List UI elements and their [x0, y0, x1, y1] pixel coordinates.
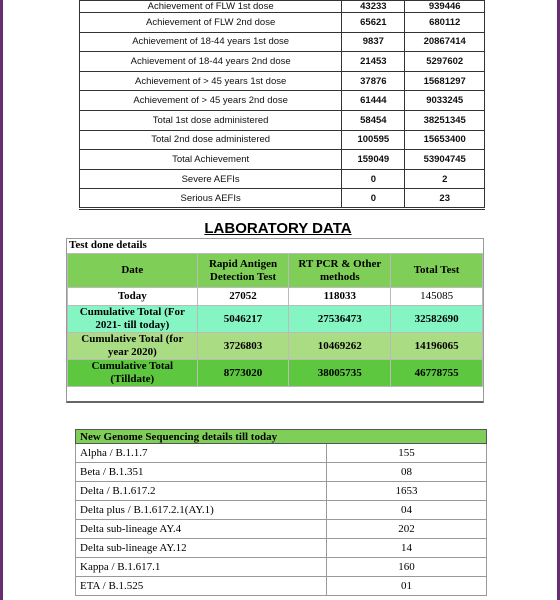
variant-name: Beta / B.1.351 — [76, 463, 327, 482]
today-value: 65621 — [342, 13, 405, 33]
rat-value: 5046217 — [197, 306, 289, 333]
table-row — [76, 463, 487, 482]
total-value: 46778755 — [391, 360, 483, 387]
variant-name: ETA / B.1.525 — [76, 577, 327, 596]
today-value: 37876 — [342, 71, 405, 91]
today-value: 61444 — [342, 91, 405, 111]
cumulative-value: 23 — [405, 189, 485, 209]
variant-count: 1653 — [327, 482, 487, 501]
cumulative-value: 53904745 — [405, 150, 485, 170]
table-row — [80, 13, 485, 33]
table-row — [80, 130, 485, 150]
row-label: Achievement of FLW 2nd dose — [80, 13, 342, 33]
genome-table — [75, 429, 487, 596]
cumulative-value: 939446 — [405, 1, 485, 13]
row-label: Achievement of 18-44 years 2nd dose — [80, 52, 342, 72]
today-value: 9837 — [342, 32, 405, 52]
today-value: 159049 — [342, 150, 405, 170]
today-value: 0 — [342, 169, 405, 189]
row-label: Achievement of > 45 years 1st dose — [80, 71, 342, 91]
lab-row-today — [68, 288, 483, 306]
table-row — [80, 32, 485, 52]
variant-name: Delta plus / B.1.617.2.1(AY.1) — [76, 501, 327, 520]
vaccination-table — [79, 0, 485, 210]
rat-value: 27052 — [197, 288, 289, 306]
cumulative-value: 680112 — [405, 13, 485, 33]
rtpcr-value: 27536473 — [289, 306, 391, 333]
variant-count: 160 — [327, 558, 487, 577]
lab-header-row — [68, 254, 483, 288]
table-row — [76, 520, 487, 539]
variant-count: 01 — [327, 577, 487, 596]
row-label: Cumulative Total (for year 2020) — [68, 333, 198, 360]
page-border-left — [0, 0, 3, 600]
table-row — [80, 110, 485, 130]
rtpcr-value: 118033 — [289, 288, 391, 306]
variant-name: Alpha / B.1.1.7 — [76, 444, 327, 463]
variant-count: 155 — [327, 444, 487, 463]
row-label: Cumulative Total (For 2021- till today) — [68, 306, 198, 333]
row-label: Total 2nd dose administered — [80, 130, 342, 150]
variant-name: Kappa / B.1.617.1 — [76, 558, 327, 577]
header-date: Date — [68, 254, 198, 288]
header-rapid-antigen: Rapid Antigen Detection Test — [197, 254, 289, 288]
total-value: 32582690 — [391, 306, 483, 333]
row-label: Serious AEFIs — [80, 189, 342, 209]
row-label: Total 1st dose administered — [80, 110, 342, 130]
lab-row-cumulative-tilldate — [68, 360, 483, 387]
today-value: 100595 — [342, 130, 405, 150]
variant-name: Delta / B.1.617.2 — [76, 482, 327, 501]
rtpcr-value: 10469262 — [289, 333, 391, 360]
total-value: 14196065 — [391, 333, 483, 360]
variant-count: 04 — [327, 501, 487, 520]
table-row — [76, 558, 487, 577]
table-row — [80, 71, 485, 91]
cumulative-value: 20867414 — [405, 32, 485, 52]
variant-count: 202 — [327, 520, 487, 539]
table-row — [80, 52, 485, 72]
header-rt-pcr: RT PCR & Other methods — [289, 254, 391, 288]
row-label: Severe AEFIs — [80, 169, 342, 189]
table-row — [76, 444, 487, 463]
table-row — [76, 501, 487, 520]
table-row — [80, 91, 485, 111]
rtpcr-value: 38005735 — [289, 360, 391, 387]
cumulative-value: 9033245 — [405, 91, 485, 111]
variant-name: Delta sub-lineage AY.12 — [76, 539, 327, 558]
row-label: Achievement of FLW 1st dose — [80, 1, 342, 13]
row-label: Achievement of > 45 years 2nd dose — [80, 91, 342, 111]
table-row — [80, 169, 485, 189]
today-value: 58454 — [342, 110, 405, 130]
cumulative-value: 2 — [405, 169, 485, 189]
total-value: 145085 — [391, 288, 483, 306]
today-value: 0 — [342, 189, 405, 209]
table-row — [76, 482, 487, 501]
row-label: Achievement of 18-44 years 1st dose — [80, 32, 342, 52]
genome-header-row — [76, 430, 487, 444]
rat-value: 3726803 — [197, 333, 289, 360]
lab-subtitle: Test done details — [69, 239, 147, 251]
variant-count: 08 — [327, 463, 487, 482]
table-row — [80, 1, 485, 13]
row-label: Cumulative Total (Tilldate) — [68, 360, 198, 387]
variant-count: 14 — [327, 539, 487, 558]
variant-name: Delta sub-lineage AY.4 — [76, 520, 327, 539]
lab-row-cumulative-2020 — [68, 333, 483, 360]
genome-title: New Genome Sequencing details till today — [76, 430, 487, 444]
today-value: 21453 — [342, 52, 405, 72]
today-value: 43233 — [342, 1, 405, 13]
cumulative-value: 38251345 — [405, 110, 485, 130]
table-row — [76, 577, 487, 596]
header-total-test: Total Test — [391, 254, 483, 288]
row-label: Today — [68, 288, 198, 306]
lab-table — [67, 253, 483, 387]
row-label: Total Achievement — [80, 150, 342, 170]
cumulative-value: 15681297 — [405, 71, 485, 91]
table-row — [80, 150, 485, 170]
table-row — [76, 539, 487, 558]
lab-row-cumulative-2021 — [68, 306, 483, 333]
rat-value: 8773020 — [197, 360, 289, 387]
table-row — [80, 189, 485, 209]
cumulative-value: 15653400 — [405, 130, 485, 150]
lab-section-title: LABORATORY DATA — [204, 220, 352, 237]
cumulative-value: 5297602 — [405, 52, 485, 72]
